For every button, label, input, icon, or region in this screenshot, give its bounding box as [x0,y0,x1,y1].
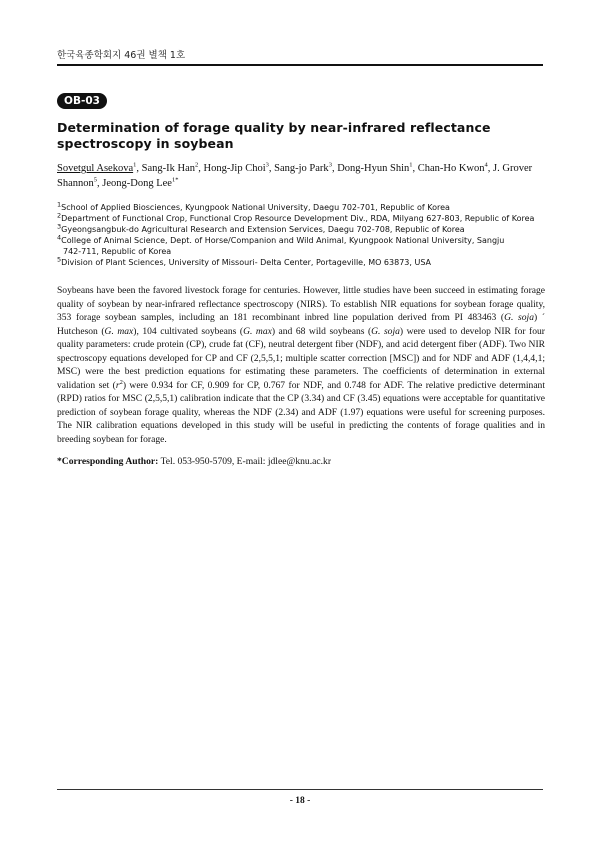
session-badge: OB-03 [57,93,107,109]
affiliation-sup: 5 [57,255,62,264]
author-sup: 1 [409,161,413,169]
author-name: Chan-Ho Kwon [417,163,485,174]
page-number: - 18 - [289,796,311,806]
affiliation-text: Department of Functional Crop, Functional Crop Resource Development Div., RDA, Milyang 627-803, Republic of Korea [61,214,535,223]
author-sup: 3 [265,161,269,169]
r-superscript: 2 [119,378,123,386]
affiliation-item [57,235,547,246]
abstract-text: Soybeans have been the favored livestock forage for centuries. However, little studies have been succeed in estimating forage quality of soybean by near-infrared reflectance spectroscopy (NIRS). To establish NIR equations for soybean forage quality, 353 forage soybean samples, including an 181 recombinant inbred line population derived from PI 483463 ( [57,285,545,324]
affiliation-item [57,224,547,235]
author-name: J. Grover Shannon [57,163,533,189]
author-name: Hong-Jip Choi [203,163,266,174]
species-name: G. max [104,325,134,337]
species-name: G. max [243,325,272,337]
author-sup: 1* [171,176,179,184]
header-rule [57,64,543,66]
affiliation-item [57,213,547,224]
journal-header: 한국육종학회지 46권 별책 1호 [57,50,186,61]
author-sup: 2 [195,161,199,169]
affiliation-sup: 1 [57,200,62,209]
r-symbol: r [115,379,120,391]
affiliation-list [57,202,547,268]
author-name: Jeong-Dong Lee [102,178,172,189]
author-sup: 5 [93,176,97,184]
author-name: Sang-jo Park [274,163,329,174]
author-name: Sang-Ik Han [141,163,195,174]
affiliation-text: College of Animal Science, Dept. of Horse/Companion and Wild Animal, Kyungpook National University, Sangju [61,236,505,245]
abstract-text: ) and 68 wild soybeans ( [271,325,372,337]
affiliation-text: School of Applied Biosciences, Kyungpook National University, Daegu 702-701, Republic of Korea [61,203,450,212]
species-name: G. soja [371,325,400,337]
abstract-text: ) were 0.934 for CF, 0.909 for CP, 0.767 for NDF, and 0.748 for ADF. The relative predictive determinant (RPD) ratios for MSC (2,5,5,1) calibration indicate that the CP (3.34) and CF (3.45) equations were acceptable for quantitative prediction of soybean forage quality, whereas the NDF (2.34) and ADF (1.97) equations were useful for screening purposes. The NIR calibration equations developed in this study will be useful in predicting the contents of forage qualities and in breeding soybean for forage. [57,379,545,446]
affiliation-sup: 2 [57,211,62,220]
species-name: G. soja [504,312,534,324]
corresponding-author [57,456,543,467]
corresponding-contact: Tel. 053-950-5709, E-mail: jdlee@knu.ac.kr [158,456,332,467]
abstract-paragraph [57,284,545,447]
affiliation-item [57,202,547,213]
affiliation-continuation: 742-711, Republic of Korea [63,247,172,256]
author-sup: 4 [484,161,488,169]
affiliation-text: Division of Plant Sciences, University of Missouri- Delta Center, Portageville, MO 63873, USA [61,258,432,267]
author-name: Sovetgul Asekova [57,163,134,174]
abstract-text: ), 104 cultivated soybeans ( [133,325,244,337]
affiliation-sup: 3 [57,222,62,231]
affiliation-sup: 4 [57,233,62,242]
author-sup: 3 [328,161,332,169]
abstract-text: ) ´ Hutcheson ( [57,312,545,337]
author-sup: 1 [133,161,137,169]
affiliation-text: Gyeongsangbuk-do Agricultural Research and Extension Services, Daegu 702-708, Republic of Korea [61,225,465,234]
abstract-text: ) were used to develop NIR for four quality parameters: crude protein (CP), crude fat (CF), neutral detergent fiber (NDF), and acid detergent fiber (ADF). Two NIR spectroscopy equations developed for CP and CF (2,5,5,1; multiple scatter correction [MSC]) and for NDF and ADF (1,4,4,1; MSC) were the best prediction equations for estimating these parameters. The coefficients of determination in external validation set ( [57,325,545,391]
paper-title: Determination of forage quality by near-infrared reflectance spectroscopy in soybean [57,120,491,151]
footer-rule [57,789,543,790]
author-name: Dong-Hyun Shin [337,163,410,174]
corresponding-label: *Corresponding Author: [57,456,159,467]
affiliation-item [57,257,547,268]
author-list: Sovetgul Asekova$^1$, Sang-Ik Han$^2$, Hong-Jip Choi$^3$, Sang-jo Park$^3$, Dong-Hyun Shin$^1$, Chan-Ho Kwon$^4$, J. Grover Shannon$^5$, Jeong-Dong Lee$^{1*}$ [57,161,533,189]
